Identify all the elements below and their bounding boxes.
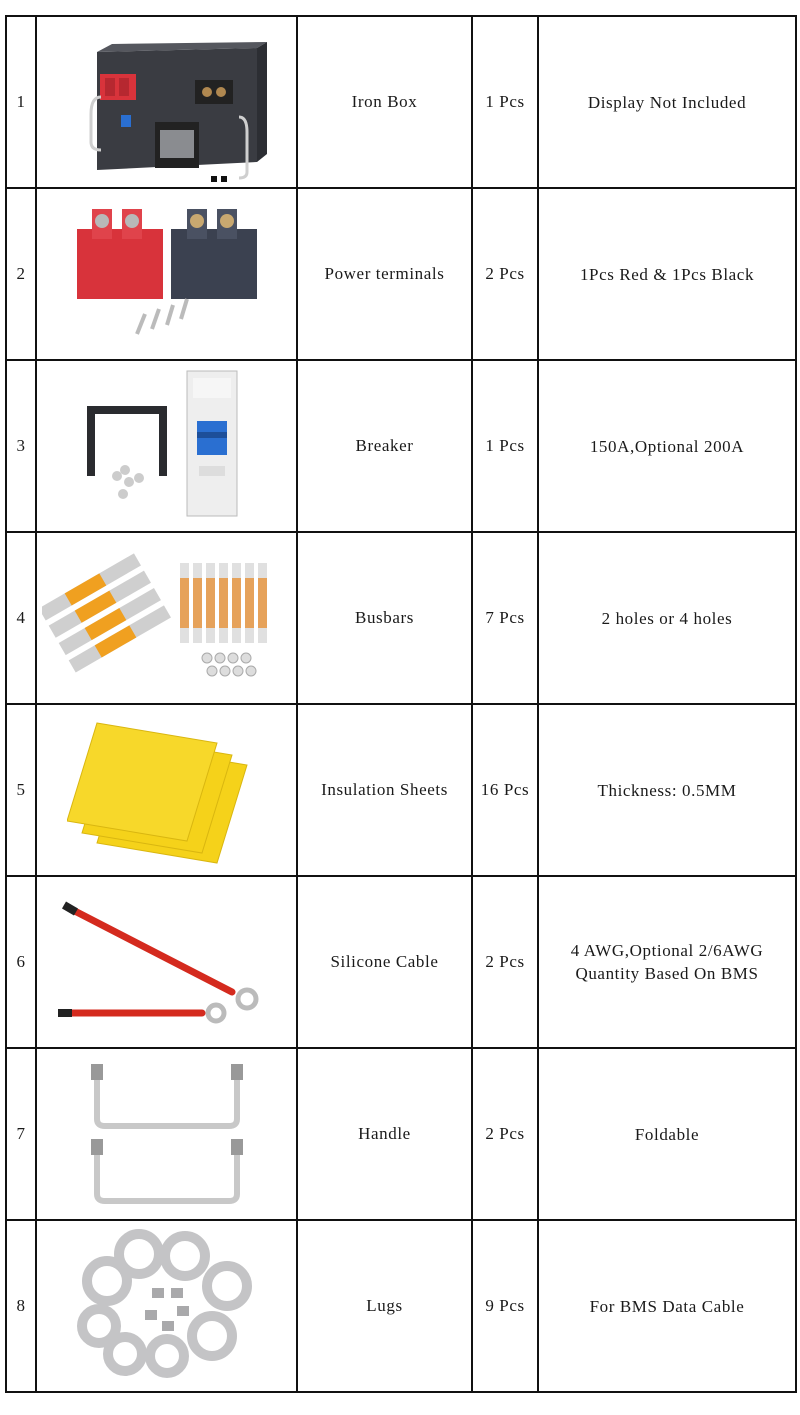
table-row [6, 188, 796, 360]
item-name: Iron Box [297, 16, 472, 188]
item-name: Handle [297, 1048, 472, 1220]
power-terminals-image [67, 199, 267, 349]
item-note: Display Not Included [538, 16, 796, 188]
row-index: 2 [6, 188, 36, 360]
item-name: Insulation Sheets [297, 704, 472, 876]
item-quantity: 2 Pcs [472, 1048, 538, 1220]
item-name: Power terminals [297, 188, 472, 360]
item-name: Silicone Cable [297, 876, 472, 1048]
item-note: 150A,Optional 200A [538, 360, 796, 532]
lugs-image [67, 1226, 267, 1386]
item-quantity: 1 Pcs [472, 360, 538, 532]
silicone-cable-image [42, 887, 292, 1037]
item-name: Lugs [297, 1220, 472, 1392]
insulation-sheets-image [67, 715, 267, 865]
row-index: 8 [6, 1220, 36, 1392]
table-row [6, 704, 796, 876]
item-name: Busbars [297, 532, 472, 704]
item-name: Breaker [297, 360, 472, 532]
item-quantity: 2 Pcs [472, 188, 538, 360]
item-note: 1Pcs Red & 1Pcs Black [538, 188, 796, 360]
item-note: Foldable [538, 1048, 796, 1220]
table-row [6, 1048, 796, 1220]
row-index: 7 [6, 1048, 36, 1220]
iron-box-image [67, 22, 267, 182]
item-quantity: 16 Pcs [472, 704, 538, 876]
item-note: Thickness: 0.5MM [538, 704, 796, 876]
item-note: 2 holes or 4 holes [538, 532, 796, 704]
row-index: 4 [6, 532, 36, 704]
item-quantity: 1 Pcs [472, 16, 538, 188]
product-image-cell [36, 16, 297, 188]
table-row [6, 876, 796, 1048]
item-quantity: 7 Pcs [472, 532, 538, 704]
product-image-cell [36, 360, 297, 532]
item-quantity: 2 Pcs [472, 876, 538, 1048]
row-index: 3 [6, 360, 36, 532]
item-note: For BMS Data Cable [538, 1220, 796, 1392]
table-row [6, 532, 796, 704]
product-image-cell [36, 532, 297, 704]
table-row [6, 360, 796, 532]
table-row [6, 16, 796, 188]
breaker-image [67, 366, 267, 526]
busbars-image [42, 548, 292, 688]
product-image-cell [36, 876, 297, 1048]
parts-list-table [5, 15, 797, 1393]
item-quantity: 9 Pcs [472, 1220, 538, 1392]
product-image-cell [36, 1220, 297, 1392]
handle-image [67, 1054, 267, 1214]
product-image-cell [36, 704, 297, 876]
product-image-cell [36, 1048, 297, 1220]
row-index: 5 [6, 704, 36, 876]
item-note: 4 AWG,Optional 2/6AWG Quantity Based On BMS [538, 876, 796, 1048]
row-index: 1 [6, 16, 36, 188]
product-image-cell [36, 188, 297, 360]
row-index: 6 [6, 876, 36, 1048]
table-row [6, 1220, 796, 1392]
